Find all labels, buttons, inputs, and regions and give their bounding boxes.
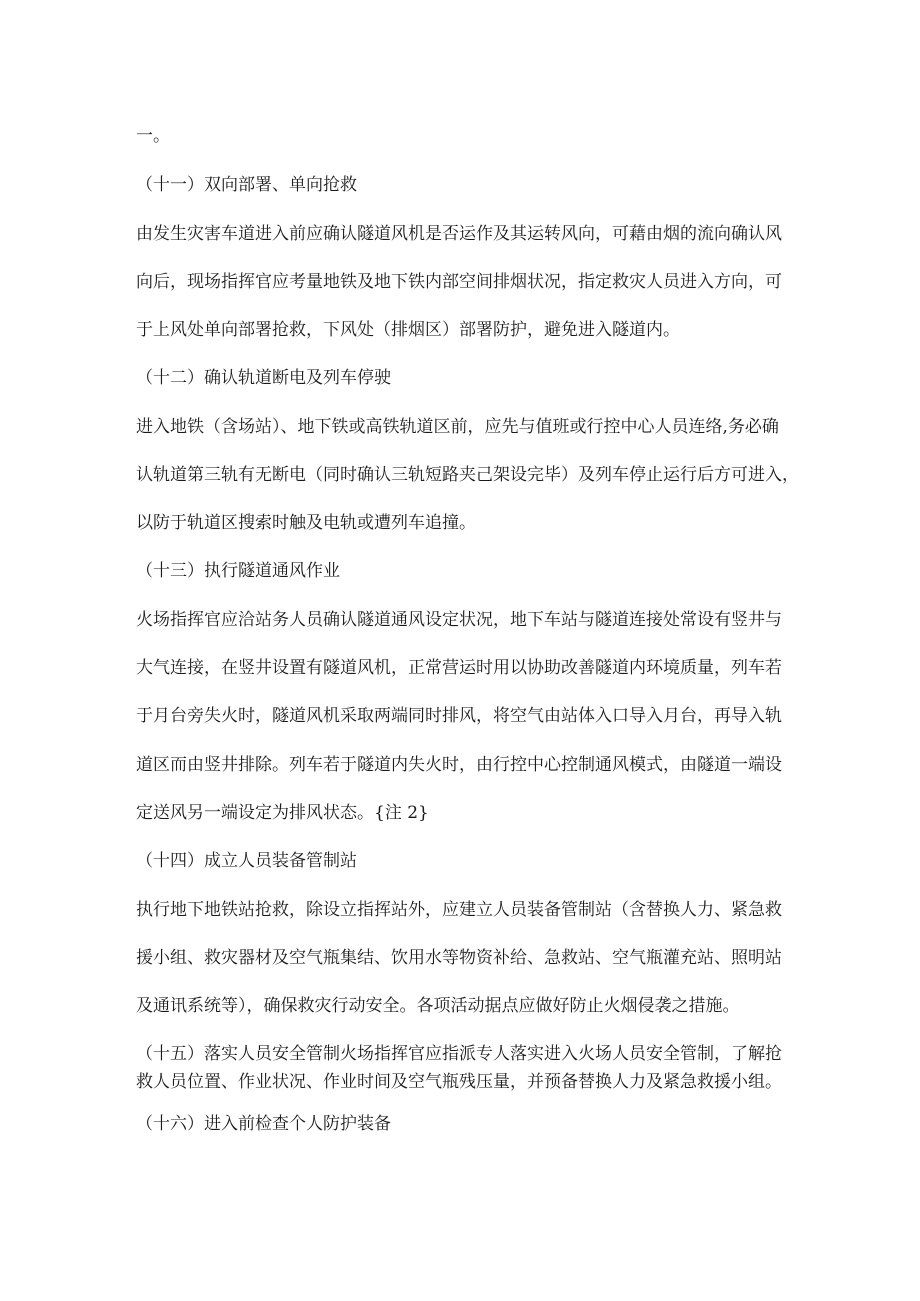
- text-line: 于月台旁失火时，隧道风机采取两端同时排风，将空气由站体入口导入月台，再导入轨: [136, 706, 782, 726]
- section-heading: （十一）双向部署、单向抢救: [136, 175, 357, 195]
- text-line: 火场指挥官应洽站务人员确认隧道通风设定状况，地下车站与隧道连接处常设有竖井与: [136, 610, 782, 630]
- section-heading: （十五）落实人员安全管制火场指挥官应指派专人落实进入火场人员安全管制，了解抢: [136, 1044, 782, 1064]
- text-line: 援小组、救灾器材及空气瓶集结、饮用水等物资补给、急救站、空气瓶灌充站、照明站: [136, 948, 782, 968]
- text-line: 向后，现场指挥官应考量地铁及地下铁内部空间排烟状况，指定救灾人员进入方向，可: [136, 272, 782, 292]
- section-heading: （十三）执行隧道通风作业: [136, 561, 340, 581]
- section-heading: （十二）确认轨道断电及列车停驶: [136, 368, 391, 388]
- text-line: 及通讯系统等），确保救灾行动安全。各项活动据点应做好防止火烟侵袭之措施。: [136, 996, 740, 1016]
- text-line: 以防于轨道区搜索时触及电轨或遭列车追撞。: [136, 513, 476, 533]
- text-line: 大气连接，在竖井设置有隧道风机，正常营运时用以协助改善隧道内环境质量，列车若: [136, 658, 782, 678]
- text-line: 执行地下地铁站抢救，除设立指挥站外，应建立人员装备管制站（含替换人力、紧急救: [136, 900, 782, 920]
- text-line: 定送风另一端设定为排风状态。{注 2}: [136, 803, 429, 823]
- text-line: 认轨道第三轨有无断电（同时确认三轨短路夹己架设完毕）及列车停止运行后方可进入，: [136, 465, 799, 485]
- text-line: 由发生灾害车道进入前应确认隧道风机是否运作及其运转风向，可藉由烟的流向确认风: [136, 224, 782, 244]
- text-line: 救人员位置、作业状况、作业时间及空气瓶残压量，并预备替换人力及紧急救援小组。: [136, 1072, 782, 1092]
- text-line: 道区而由竖井排除。列车若于隧道内失火时，由行控中心控制通风模式，由隧道一端设: [136, 755, 782, 775]
- section-heading: （十六）进入前检查个人防护装备: [136, 1114, 391, 1134]
- text-line: 进入地铁（含场站）、地下铁或高铁轨道区前，应先与值班或行控中心人员连络,务必确: [136, 417, 779, 437]
- section-heading: （十四）成立人员装备管制站: [136, 851, 357, 871]
- text-line: 一。: [136, 126, 170, 146]
- text-line: 于上风处单向部署抢救，下风处（排烟区）部署防护，避免进入隧道内。: [136, 320, 680, 340]
